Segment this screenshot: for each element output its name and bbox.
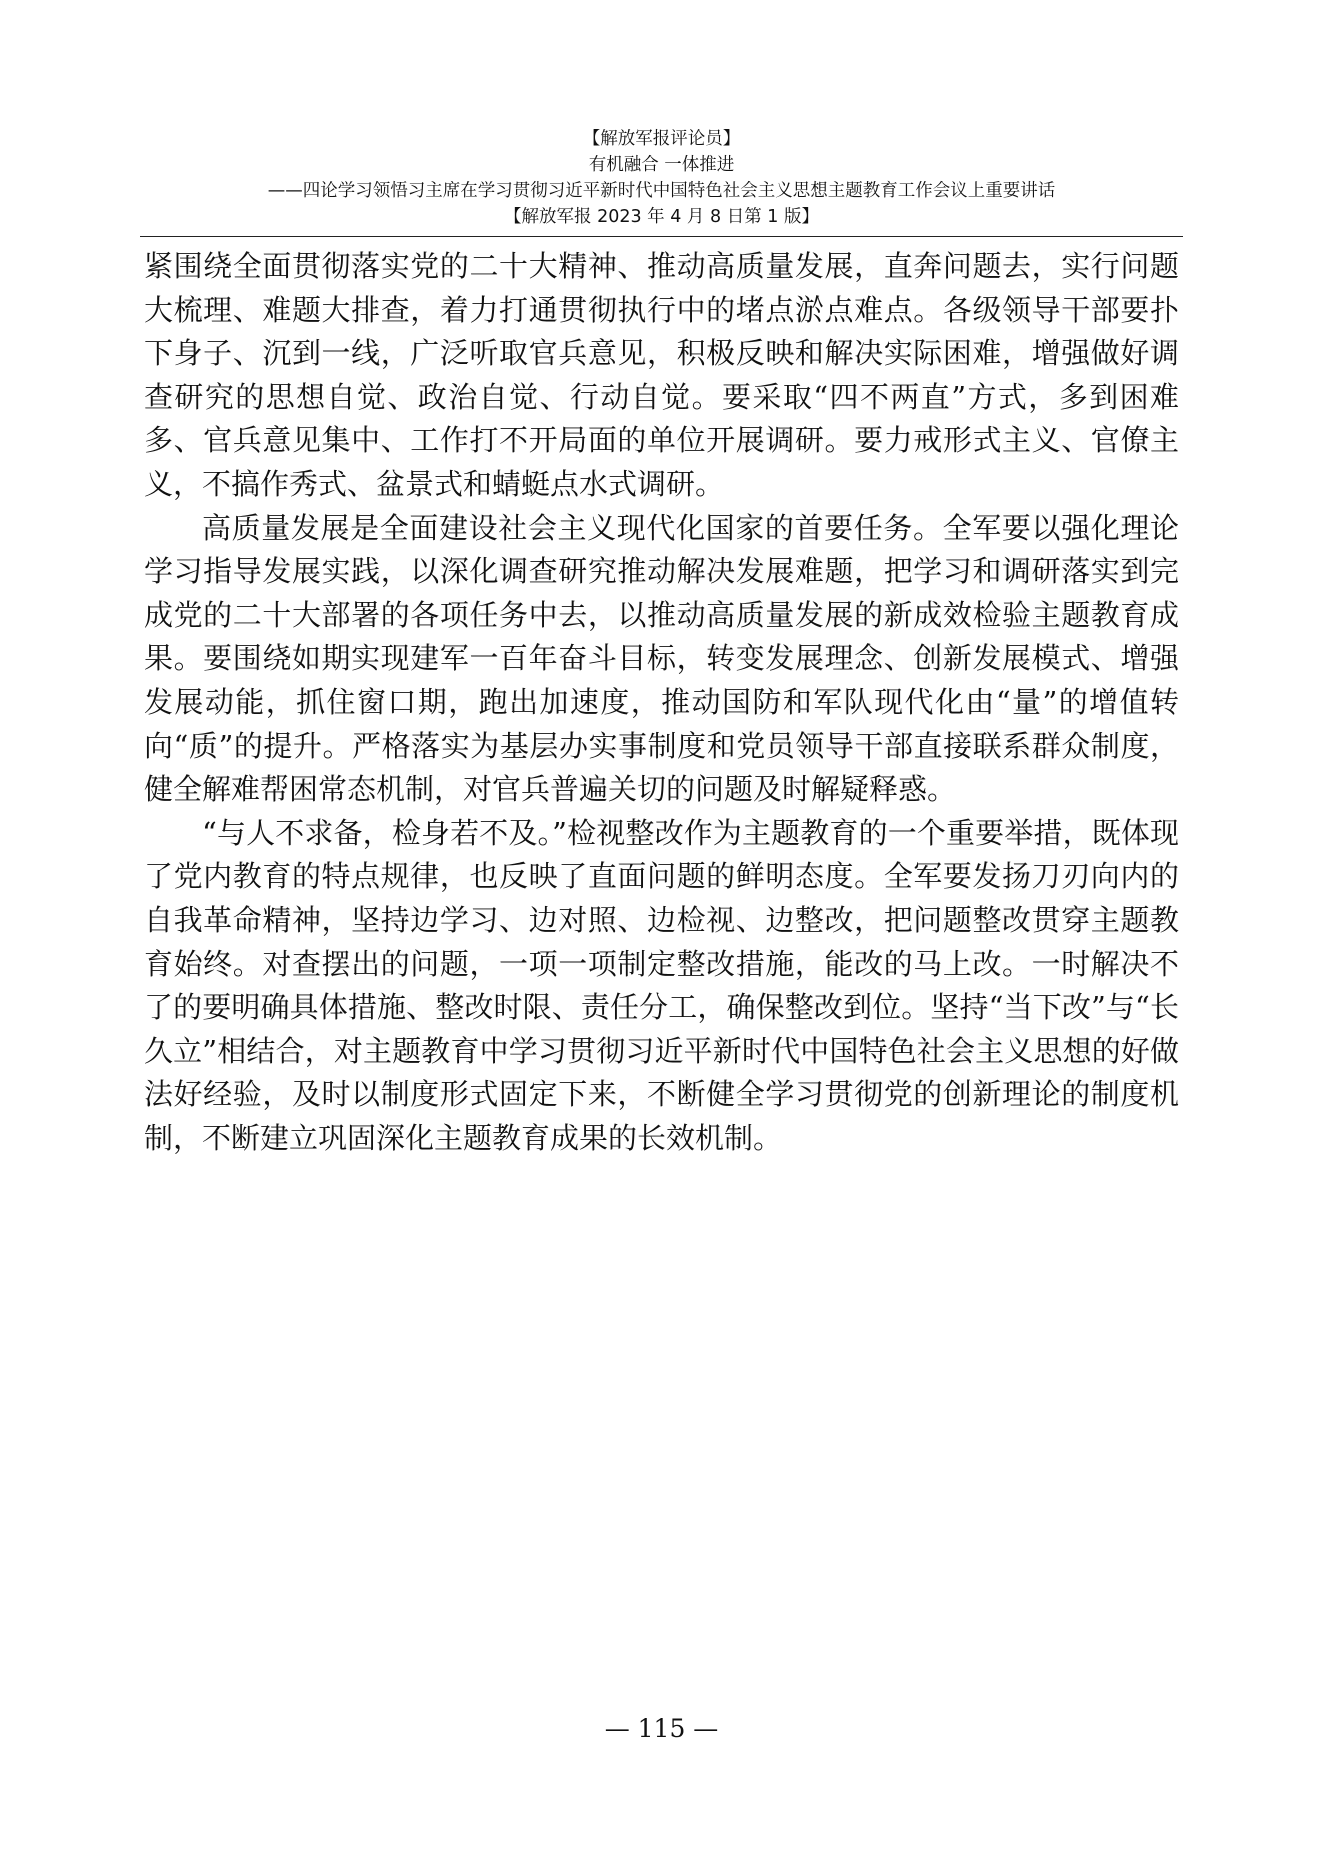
header-divider: [140, 236, 1183, 237]
paragraph: 紧围绕全面贯彻落实党的二十大精神、推动高质量发展，直奔问题去，实行问题大梳理、难题大排查，着力打通贯彻执行中的堵点淤点难点。各级领导干部要扑下身子、沉到一线，广泛听取官兵意见，积极反映和解决实际困难，增强做好调查研究的思想自觉、政治自觉、行动自觉。要采取“四不两直”方式，多到困难多、官兵意见集中、工作打不开局面的单位开展调研。要力戒形式主义、官僚主义，不搞作秀式、盆景式和蜻蜓点水式调研。: [144, 249, 1179, 501]
article-subtitle: ——四论学习领悟习主席在学习贯彻习近平新时代中国特色社会主义思想主题教育工作会议上重要讲话: [267, 181, 1056, 201]
article-title: 有机融合 一体推进: [588, 155, 735, 175]
article-source: 【解放军报 2023 年 4 月 8 日第 1 版】: [504, 207, 819, 227]
document-header: [140, 126, 1183, 230]
article-body: [144, 245, 1179, 1160]
page-number: — 115 —: [604, 1714, 719, 1743]
paragraph: 高质量发展是全面建设社会主义现代化国家的首要任务。全军要以强化理论学习指导发展实践，以深化调查研究推动解决发展难题，把学习和调研落实到完成党的二十大部署的各项任务中去，以推动高质量发展的新成效检验主题教育成果。要围绕如期实现建军一百年奋斗目标，转变发展理念、创新发展模式、增强发展动能，抓住窗口期，跑出加速度，推动国防和军队现代化由“量”的增值转向“质”的提升。严格落实为基层办实事制度和党员领导干部直接联系群众制度，健全解难帮困常态机制，对官兵普遍关切的问题及时解疑释惑。: [144, 510, 1179, 807]
column-label: 【解放军报评论员】: [582, 129, 741, 149]
paragraph: “与人不求备，检身若不及。”检视整改作为主题教育的一个重要举措，既体现了党内教育的特点规律，也反映了直面问题的鲜明态度。全军要发扬刀刃向内的自我革命精神，坚持边学习、边对照、边检视、边整改，把问题整改贯穿主题教育始终。对查摆出的问题，一项一项制定整改措施，能改的马上改。一时解决不了的要明确具体措施、整改时限、责任分工，确保整改到位。坚持“当下改”与“长久立”相结合，对主题教育中学习贯彻习近平新时代中国特色社会主义思想的好做法好经验，及时以制度形式固定下来，不断健全学习贯彻党的创新理论的制度机制，不断建立巩固深化主题教育成果的长效机制。: [144, 815, 1179, 1155]
